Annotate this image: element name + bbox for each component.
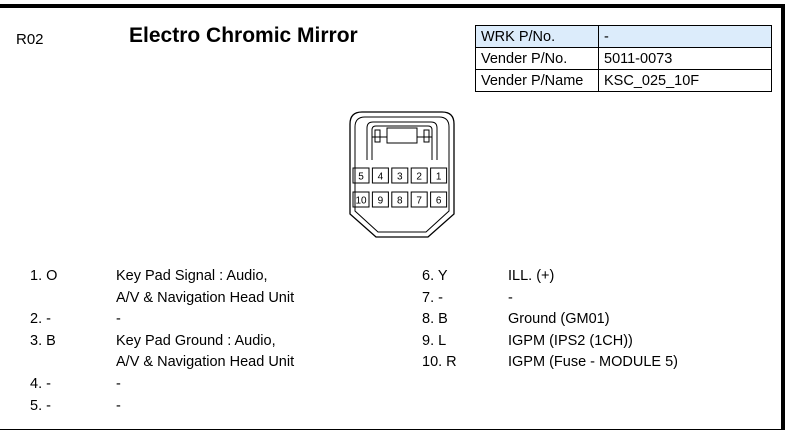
pin-number: 8. B — [422, 311, 448, 328]
pin-description: Ground (GM01) — [508, 311, 610, 328]
part-info-table — [475, 25, 772, 92]
pin-cell-7 — [411, 192, 427, 207]
pin-number: 4. - — [30, 376, 51, 392]
pin-cell-4 — [372, 168, 388, 183]
pin-label: 6 — [435, 195, 442, 207]
pin-label: 10 — [355, 195, 367, 207]
pin-description: ILL. (+) — [508, 268, 555, 284]
table-row — [476, 48, 772, 70]
pin-number: 5. - — [30, 397, 51, 414]
pin-label: 8 — [397, 195, 403, 207]
pin-description: - — [116, 397, 121, 414]
pin-cell-3 — [392, 168, 408, 183]
pin-description: - — [508, 289, 513, 306]
table-row — [476, 26, 772, 48]
pin-label: 5 — [358, 171, 364, 183]
pin-cell-1 — [431, 168, 447, 183]
table-row — [476, 70, 772, 92]
pin-number: 1. O — [30, 268, 58, 284]
wrk-pno-label: WRK P/No. — [476, 26, 599, 48]
pin-grid — [353, 168, 447, 207]
pin-number: 10. R — [422, 354, 457, 371]
connector-code: R02 — [16, 31, 44, 48]
vender-pname-label: Vender P/Name — [476, 70, 599, 92]
vender-pno-value: 5011-0073 — [599, 48, 772, 70]
page-title: Electro Chromic Mirror — [129, 24, 358, 47]
pin-label: 7 — [416, 195, 422, 207]
pin-number: 6. Y — [422, 268, 448, 284]
pin-description: A/V & Navigation Head Unit — [116, 354, 295, 371]
vender-pno-label: Vender P/No. — [476, 48, 599, 70]
pin-number: 7. - — [422, 289, 443, 306]
pin-label: 4 — [377, 171, 384, 183]
pin-description: Key Pad Ground : Audio, — [116, 332, 276, 349]
pin-description: - — [116, 311, 121, 328]
pin-cell-9 — [372, 192, 388, 207]
pin-cell-2 — [411, 168, 427, 183]
connector-face-diagram — [344, 110, 460, 240]
pin-number: 2. - — [30, 311, 51, 328]
pin-description: IGPM (Fuse - MODULE 5) — [508, 354, 678, 371]
pin-cell-8 — [392, 192, 408, 207]
pin-description: IGPM (IPS2 (1CH)) — [508, 332, 633, 349]
pin-label: 3 — [397, 171, 403, 183]
vender-pname-value: KSC_025_10F — [599, 70, 772, 92]
pin-description: A/V & Navigation Head Unit — [116, 289, 295, 306]
pin-label: 1 — [435, 171, 442, 183]
pin-cell-6 — [431, 192, 447, 207]
pin-label: 2 — [416, 171, 422, 183]
wrk-pno-value: - — [599, 26, 772, 48]
pin-description: Key Pad Signal : Audio, — [116, 268, 268, 284]
pin-label: 9 — [377, 195, 384, 207]
connector-latch — [367, 122, 437, 160]
pin-number: 3. B — [30, 332, 56, 349]
pin-description: - — [116, 376, 121, 392]
pin-number: 9. L — [422, 332, 447, 349]
